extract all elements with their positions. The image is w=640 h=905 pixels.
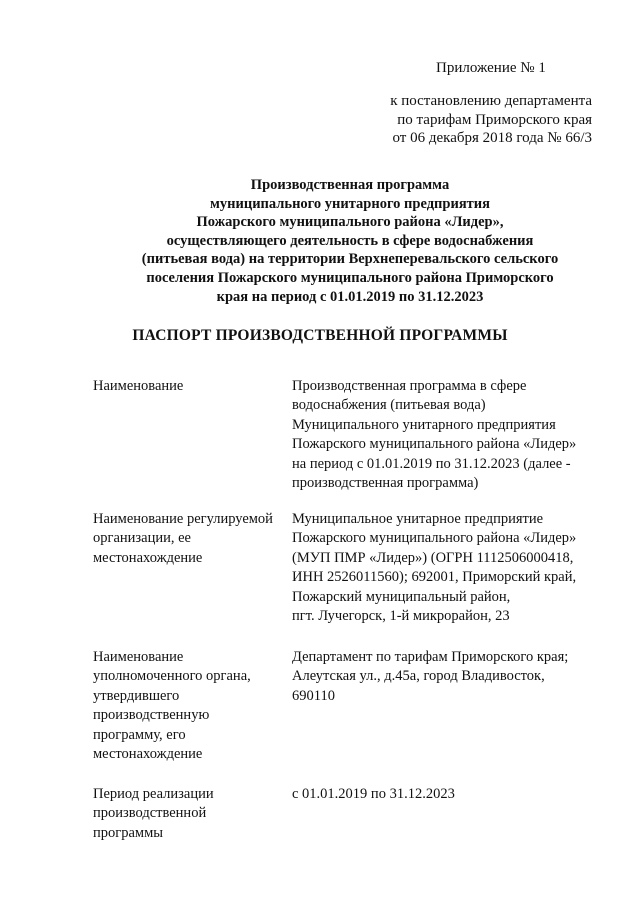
row-label: [93, 377, 293, 396]
value-line: с 01.01.2019 по 31.12.2023: [292, 786, 455, 802]
row-value: [292, 648, 612, 706]
label-line: программу, его: [93, 726, 186, 743]
title-line: Производственная программа: [250, 177, 450, 193]
row-value: [292, 377, 612, 493]
row-label: [93, 510, 293, 568]
label-line: Наименование: [93, 649, 184, 665]
value-line: Пожарского муниципального района «Лидер»: [292, 530, 577, 547]
value-line: на период с 01.01.2019 по 31.12.2023 (далее -: [292, 455, 571, 472]
label-line: утвердившего: [93, 687, 180, 704]
label-line: производственную: [93, 707, 210, 724]
value-line: производственная программа): [292, 475, 479, 492]
appendix-number: Приложение № 1: [436, 60, 546, 76]
label-line: уполномоченного органа,: [93, 668, 251, 685]
value-line: пгт. Лучегорск, 1-й микрорайон, 23: [292, 608, 510, 625]
value-line: ИНН 2526011560); 692001, Приморский край,: [292, 569, 577, 586]
decree-line: от 06 декабря 2018 года № 66/3: [392, 130, 592, 146]
label-line: местонахождение: [93, 746, 203, 763]
title-line: края на период с 01.01.2019 по 31.12.2023: [216, 288, 484, 305]
value-line: Производственная программа в сфере: [292, 378, 527, 394]
row-label: [93, 785, 293, 843]
title-line: Пожарского муниципального района «Лидер»,: [196, 214, 504, 231]
decree-line: по тарифам Приморского края: [397, 111, 592, 128]
row-value: [292, 510, 612, 626]
title-line: муниципального унитарного предприятия: [210, 195, 490, 212]
label-line: организации, ее: [93, 530, 191, 547]
row-label: [93, 648, 293, 764]
label-line: программы: [93, 824, 163, 841]
decree-line: к постановлению департамента: [390, 93, 592, 109]
value-line: Пожарского муниципального района «Лидер»: [292, 436, 577, 453]
value-line: 690110: [292, 687, 335, 704]
value-line: водоснабжения (питьевая вода): [292, 397, 486, 414]
row-value: [292, 785, 612, 804]
decree-reference: [367, 92, 592, 148]
title-line: осуществляющего деятельность в сфере водоснабжения: [166, 232, 534, 249]
title-line: (питьевая вода) на территории Верхнеперевальского сельского: [141, 251, 559, 268]
label-line: производственной: [93, 805, 207, 822]
label-line: местонахождение: [93, 549, 203, 566]
value-line: Алеутская ул., д.45а, город Владивосток,: [292, 668, 545, 685]
label-line: Наименование: [93, 378, 184, 394]
value-line: Муниципального унитарного предприятия: [292, 416, 556, 433]
document-title: [100, 176, 600, 306]
label-line: Период реализации: [93, 786, 214, 802]
value-line: Муниципальное унитарное предприятие: [292, 511, 544, 527]
value-line: Пожарский муниципальный район,: [292, 588, 511, 605]
passport-heading: ПАСПОРТ ПРОИЗВОДСТВЕННОЙ ПРОГРАММЫ: [132, 327, 508, 344]
title-line: поселения Пожарского муниципального района Приморского: [146, 269, 554, 286]
value-line: (МУП ПМР «Лидер») (ОГРН 1112506000418,: [292, 549, 574, 566]
label-line: Наименование регулируемой: [93, 511, 273, 527]
value-line: Департамент по тарифам Приморского края;: [292, 649, 569, 665]
